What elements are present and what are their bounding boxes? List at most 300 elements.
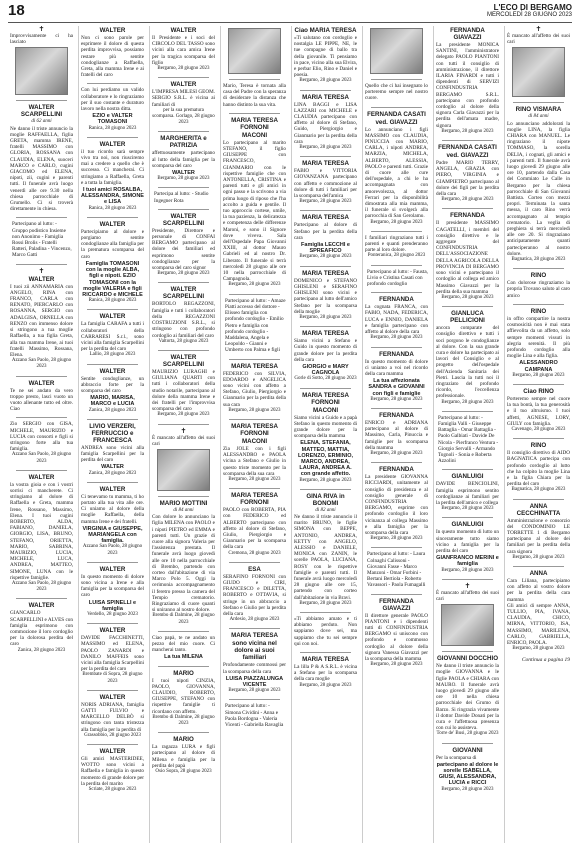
obituary-notice bbox=[507, 388, 570, 433]
notice-divider bbox=[229, 628, 280, 629]
deceased-name: MARIA TERESA FORNONI bbox=[231, 492, 278, 507]
obituary-notice bbox=[152, 135, 215, 182]
obituary-notice bbox=[10, 268, 73, 371]
deceased-name: MARIA TERESA bbox=[302, 330, 349, 338]
notice-divider bbox=[229, 488, 280, 489]
notice-intro: È mancato all'affetto dei suoi cari bbox=[436, 589, 499, 603]
notice-divider bbox=[229, 562, 280, 563]
deceased-name: WALTER SCARPELLINI bbox=[162, 353, 205, 368]
place-date: Grassobbio, 28 giugno 2023 bbox=[84, 732, 141, 738]
notice-divider bbox=[158, 496, 209, 497]
page-header bbox=[8, 2, 572, 23]
notice-text: «Ti salutano con cordoglio e nostalgia LE PIPPE, NE, le tue compagne di ballo tra della giovanile. Ti pensiamo in pace, vicino alla sua Elvira, e perbar Elio, Rino e Daniel e poesia. bbox=[294, 35, 357, 79]
obituary-notice bbox=[365, 28, 428, 74]
notice-text: SERAFINO FORNONI con GIUDO e CIRI, FRANCESCO e DILETTA, ROBERTO e OTTAVIA, si stringe in un abbraccio a Stefano e Giulio per la perdita della cara bbox=[223, 573, 286, 617]
notice-text: il tuo ricordo sarà sempre vivo tra noi, non riusciremo mai a credere a quello che è successo. Ci mancherai. Ci stringiamo a Raffaella, Greta e a tutta la famiglia. bbox=[81, 148, 144, 186]
notice-text: DAVIDE BENCIOLINI, famiglia esprimono sentito cordoglianze ai familiari per la perdita dell'amico e collega bbox=[436, 481, 499, 506]
notice-divider bbox=[300, 210, 351, 211]
name-subtitle: MACONI bbox=[312, 406, 339, 414]
notice-divider bbox=[371, 462, 422, 463]
deceased-name: RINO bbox=[530, 307, 547, 315]
obituary-column bbox=[149, 26, 217, 843]
obituary-notice bbox=[152, 213, 215, 278]
notice-divider bbox=[16, 417, 67, 418]
notice-divider bbox=[229, 359, 280, 360]
notice-text: DOMENICO e STEFANO GHISLENI e SERAFINO GHISLENI sono vicini e partecipano al lutto dell'amico Stefano per la scomparsa della moglie bbox=[294, 277, 357, 315]
signature: GIORGIO e MARY CAGNOLA bbox=[302, 363, 349, 377]
place-date: Bergamo, 28 giugno 2023 bbox=[157, 271, 210, 277]
obituary-notice bbox=[365, 551, 428, 588]
place-date: Bergamo, 28 giugno 2023 bbox=[370, 450, 423, 456]
notice-divider bbox=[371, 408, 422, 409]
signature: La tua affezionata SANDRA e GIOVANNI con figli e famiglie bbox=[368, 378, 425, 397]
notice-divider bbox=[371, 594, 422, 595]
place-date: Cavenago, 28 giugno 2023 bbox=[511, 426, 566, 432]
obituary-notice bbox=[365, 111, 428, 226]
notice-divider bbox=[442, 743, 493, 744]
notice-divider bbox=[513, 102, 564, 103]
notice-divider bbox=[513, 438, 564, 439]
place-date: Brembate di Sopra, 28 giugno 2023 bbox=[82, 672, 143, 684]
notice-divider bbox=[87, 744, 138, 745]
notice-text: DAVIDE FACCHINETTI, MASSIMO ed ELENA, PAOLO ZANARDI e DANILO MAFFEIS sono vicini alla famiglia Scarpellini per la perdita del caro bbox=[81, 635, 144, 673]
deceased-name: GINA RIVA in BONOMI bbox=[306, 492, 345, 507]
deceased-name: FERNANDA bbox=[379, 466, 414, 474]
signature: Famiglia LECCHI e SPREAFICO bbox=[301, 242, 350, 255]
obituary-column bbox=[78, 26, 146, 843]
obituary-notice bbox=[10, 221, 73, 258]
place-date: Bergamo, 28 giugno 2023 bbox=[441, 506, 494, 512]
notice-divider bbox=[229, 699, 280, 700]
place-date: Bergamo, 28 giugno 2023 bbox=[441, 786, 494, 792]
notice-divider bbox=[158, 666, 209, 667]
obituary-notice bbox=[507, 570, 570, 652]
obituary-notice bbox=[436, 144, 499, 203]
notice-text: Ci tenevamo tu mamma, ti ho portato alla tua vita alle ore. Ci uniamo al dolore della moglie Raffaella, della mamma Irene e dei fratelli. bbox=[81, 493, 144, 525]
obituary-notice bbox=[294, 616, 357, 647]
place-date: Bagnatica, 28 giugno 2023 bbox=[511, 487, 566, 493]
place-date: Verdello, 28 giugno 2023 bbox=[87, 612, 138, 618]
obituary-notice bbox=[81, 368, 144, 414]
notice-text: Ne danno il triste annuncio la moglie RAFFAELLA, figlia GRETA, mamma IRENE, fratelli MASSIMO con GLORIA, ROSSANA con CLAUDIA, ELENA, suoceri MARCO e CARLO, cugini GIACOMO ed ELENA, nipoti, zii, cugini e parenti tutti. Il funerale avrà luogo venerdì alle ore 9.30 nella chiesa parrocchiale di Grumello. Ci si troverà direttamente in chiesa. bbox=[10, 125, 73, 213]
notice-text: ANDREA sono vicini alla famiglia Scarpellini per la perdita del caro bbox=[81, 444, 144, 464]
notice-divider bbox=[513, 268, 564, 269]
obituary-notice bbox=[436, 747, 499, 793]
portrait-photo bbox=[228, 28, 280, 74]
notice-text: PAOLO con ROBERTA, PIA con FEDERICO ed ALBERTO partecipano con affetto al dolore di Stefano, Giulio, Piergiorgio e Gianmario per la scomparsa della cara bbox=[223, 507, 286, 551]
notice-text: Il consiglio direttivo di AIDO BAGNATICA partecipa con profondo cordoglio al lutto che ha colpito la moglie Lina e la figlia Chiara per la perdita del caro bbox=[507, 450, 570, 488]
obituary-notice bbox=[294, 330, 357, 382]
obituary-notice bbox=[294, 493, 357, 607]
name-subtitle: ved. GIAVAZZI bbox=[446, 152, 489, 160]
place-date: Bergamo, 28 giugno 2023 bbox=[512, 554, 565, 560]
notice-text: Profondamente commossi per la scomparsa della cara bbox=[223, 662, 286, 675]
obituary-notice bbox=[507, 308, 570, 379]
obituary-notice bbox=[223, 492, 286, 557]
signature: partecipano al dolore le sorelle ISABELLA, GIUSI, ALESSANDRA, LUCIA e RICCI bbox=[436, 761, 499, 787]
page-number: 18 bbox=[8, 2, 25, 19]
notice-divider bbox=[229, 294, 280, 295]
obituary-notice bbox=[294, 94, 357, 152]
notice-text: Con dolorose ringraziamo la propria Trovano saluto al caro amico bbox=[507, 280, 570, 299]
obituary-notice bbox=[507, 26, 570, 97]
notice-text: affettuosamente partecipano al lutto della famiglia per la scomparsa del caro bbox=[152, 150, 215, 169]
place-date: Zanica, 28 giugno 2023 bbox=[17, 647, 66, 653]
deceased-name: MARIA TERESA bbox=[302, 160, 349, 168]
place-date: Ranica, 28 giugno 2023 bbox=[88, 125, 137, 131]
signature: ALESSANDRO CAMPANA bbox=[519, 360, 558, 373]
notice-divider bbox=[442, 306, 493, 307]
deceased-name: WALTER bbox=[99, 27, 126, 34]
notice-text: La presidente GIOVANNA RICCIARDI, unitamente al consiglio di presidenza e al consiglio generale di CONFINDUSTRIA BERGAMO, esprime con profondo cordoglio il loro vicinanza al collega Massimo e alla famiglia per la scomparsa della cara bbox=[365, 474, 428, 536]
deceased-name: FERNANDA GIAVAZZI bbox=[450, 27, 485, 41]
notice-text: Il direttore generale PAOLO PIANTONI e i dipendenti tutti di CONFINDUSTRIA BERGAMO si uniscono con profondo e commosso cordoglio al dolore della signora Vanessa Giavazzi per la scomparsa della mamma bbox=[365, 612, 428, 663]
deceased-name: FERNANDA bbox=[379, 411, 414, 419]
notice-divider bbox=[158, 631, 209, 632]
signature: LUISA SPINELLI e famiglia bbox=[88, 599, 137, 612]
notice-text: In questo momento di dolore ci uniamo a voi nel ricordo della cara mamma bbox=[365, 358, 428, 377]
obituary-notice bbox=[152, 191, 215, 203]
notice-divider bbox=[300, 612, 351, 613]
notice-intro: È mancato all'affetto dei suoi cari bbox=[152, 434, 215, 447]
notice-text: Siamo vicini a Guido e a papà Stefano in questo momento di grande dolore per la scomparsa della mamma bbox=[294, 414, 357, 440]
notice-divider bbox=[16, 376, 67, 377]
place-date: Azzano San Paolo, 28 giugno 2023 bbox=[11, 358, 72, 370]
notice-text: Ne danno il triste annuncio il marito BRUNO, le figlie SIMONA con BEPPE, ANTONIO, ANDREA, KETTY con ANGELO, ALESSIO e DANIELE, MONICA con ZANIN, le sorelle PAOLA, LUCIANA, ROSY con le rispettive famiglie e parenti tutti. Il funerale avrà luogo mercoledì 28 giugno alle ore 15, partendo con corteo dall'abitazione in via Bravi. bbox=[294, 513, 357, 601]
obituary-column bbox=[433, 26, 501, 843]
place-date: Ranica, 28 giugno 2023 bbox=[88, 205, 137, 211]
notice-text: la vostra gioia e con i vostri sorrisi ci mancherete. Ci stringiamo al dolore di Raffaella e Greta, mamma Irene, Rossano, Massimo, Elena. I tuoi cugini ROBERTO, ALDA, FABIANO, DANIELA, GIORGIO, LISA, BRUNO, STEFANO, ORIETTA, MARIO, SABRINA, MAURIZIO, LUCIA, MICHELE, LUCA, ANDREA, MATTEO, SIMONE, LUNA con le rispettive famiglie. bbox=[10, 481, 73, 581]
deceased-name: WALTER SCARPELLINI bbox=[162, 212, 205, 227]
deceased-name: MARIA TERESA bbox=[231, 362, 278, 370]
obituary-column bbox=[8, 26, 75, 843]
notice-divider bbox=[158, 424, 209, 425]
deceased-name: WALTER bbox=[28, 275, 55, 283]
place-date: Bergamo, 28 giugno 2023 bbox=[299, 477, 352, 483]
notice-divider bbox=[87, 364, 138, 365]
place-date: Bergamo, 28 giugno 2023 bbox=[228, 282, 281, 288]
notice-text: ancora comparate del consiglio direttivo e tutti i soci porgono le condoglianze al dolore. Con la sua grande cura e dolore ha partecipato ai lavori del Consiglio e al progetto dell'ospedale dell'Azienda Sanitaria dei Pietri. Lascia la tutti noi il ringraziato del profondo ricordo, l'eccellenza professionale. bbox=[436, 325, 499, 400]
place-date: Brembo di Dalmine, 28 giugno 2023 bbox=[152, 714, 215, 727]
notice-text: MAURIZIO LURAGHI e GIULIANA QUARTI con tutti i collaboratori della studio notarile, partecipano al dolore della mamma Irene e dei fratelli per l'improvvisa scomparsa del caro bbox=[152, 368, 215, 413]
portrait-photo bbox=[370, 28, 422, 74]
notice-text: Partecipiamo al dolore e porgiamo sentite condoglianze alla famiglia per la prematura scomparsa del caro bbox=[81, 228, 144, 260]
portrait-photo bbox=[157, 449, 209, 491]
portrait-photo bbox=[15, 47, 67, 95]
notice-divider bbox=[300, 652, 351, 653]
notice-divider bbox=[442, 579, 493, 580]
place-date: Bergamo, 28 giugno 2023 bbox=[228, 407, 281, 413]
obituary-notice bbox=[294, 392, 357, 484]
notice-divider bbox=[371, 79, 422, 80]
signature: ELENA, STEFANIA, MATTEO, MATTIA, LORENZO, ERMINIO, MARCO, ANDREA, LAURA, ANDREA A. con grande affetto. bbox=[298, 440, 353, 478]
continue-note: Continua a pagina 19 bbox=[521, 657, 570, 664]
place-date: Bergamo, 28 giugno 2023 bbox=[370, 335, 423, 341]
notice-text: FEDERICO con SILVIA, EDOARDO e ANGELICA sono vicini con affetto a Stefano, Giulio, Piergiorgio e Gianmario per la perdita della sua cara bbox=[223, 370, 286, 408]
notice-text: Con lui perdiamo un valido collaboratore e lo ringraziamo per il suo costante e duraturo lavoro nella nostra ditta. bbox=[81, 87, 144, 113]
obituary-notice bbox=[507, 442, 570, 493]
obituary-notice bbox=[223, 28, 286, 74]
signature: La tua MILENA bbox=[164, 654, 203, 661]
obituary-notice bbox=[10, 26, 73, 95]
place-date: Bergamo, 28 giugno 2023 bbox=[299, 314, 352, 320]
notice-text: Partecipano al dolore di Stefano per la perdita della cara bbox=[294, 222, 357, 241]
publication-date: MERCOLEDÌ 28 GIUGNO 2023 bbox=[486, 12, 572, 18]
deceased-name: RINO VISMARA bbox=[515, 106, 562, 114]
deceased-name: MARIA TERESA bbox=[302, 656, 349, 664]
participants-list: Partecipano al lutto: - Gruppo podistico Insieme non Anonimo - Famiglia Rossi Brolis - Fratelli Ratteri, Paladina - Vincenzo, Marco Gatti bbox=[12, 221, 72, 259]
notice-text: L'IMPRESA MILESI GEOM. SERGIO S.R.L. è vicina ai familiari di bbox=[152, 89, 215, 108]
age-line: di 62 anni bbox=[31, 119, 52, 125]
notice-divider bbox=[442, 469, 493, 470]
obituary-notice bbox=[223, 83, 286, 108]
notice-divider bbox=[300, 90, 351, 91]
name-subtitle: sono vicina nel dolore ai suoi familiari bbox=[232, 640, 277, 662]
notice-divider bbox=[158, 732, 209, 733]
place-date: Zanica, 28 giugno 2023 bbox=[88, 470, 137, 476]
notice-divider bbox=[371, 347, 422, 348]
notice-divider bbox=[158, 131, 209, 132]
obituary-notice bbox=[365, 412, 428, 457]
notice-divider bbox=[16, 470, 67, 471]
notice-text: Ciao papà, te ne andato un pezzo del mio cuore. Ci mancherai tanto. bbox=[152, 634, 215, 654]
obituary-notice bbox=[152, 286, 215, 344]
participants-list: Partecipano al lutto: - Fausta, Livio e Cristina Casati con profondo cordoglio bbox=[367, 268, 428, 288]
signature: MARIO, MARISA, MARCO e LUCIA bbox=[90, 395, 135, 408]
deceased-name: FERNANDA bbox=[450, 212, 485, 220]
notice-text: BORTOLO REGAZZONI, famiglia e tutti i collaboratori della REGAZZONI COSTRUZIONI S.R.L., si stringono con profondo cordoglio ai familiari del caro bbox=[152, 301, 215, 339]
notice-divider bbox=[87, 137, 138, 138]
deceased-name: MARIO MOTTINI bbox=[159, 499, 208, 507]
place-date: Bergamo, 28 giugno 2023 bbox=[441, 128, 494, 134]
notice-text: La cognata FRANCA, con FABIO, NADA, FEDERICA, LUCA e ENNIO, DANIELA e famiglia partecipano con affetto al dolore della cara bbox=[365, 304, 428, 336]
notice-text: La ragazza LURA e figli partecipano al dolore di Milena e famiglia per la perdita del papà bbox=[152, 744, 215, 769]
notice-text: Lo annunciano i figli MASSIMO con CLAUDIA, PINUCCIA con MARIO, CARLA, i nipoti ANDREA, MARZIA, MICHELA, ALBERTO, ALESSIA, PAOLO e parenti tutti. Grazie di cuore alle cure dell'ospedale, a chi le ha accompagnata con amorevolezza, al dottor Ferrari per la disponibilità dimostrata alla mia mamma, il funerale si svolgerà alla parrocchia di San Gerolamo. bbox=[365, 126, 428, 220]
obituary-notice bbox=[81, 141, 144, 212]
obituary-notice bbox=[152, 428, 215, 491]
notice-intro: Improvvisamente ci ha lasciato bbox=[10, 33, 73, 46]
deceased-name: FERNANDA bbox=[379, 350, 414, 358]
notice-text: Presidente, Direttore e personale di CONFAI BERGAMO partecipano al dolore dei familiari ed esprimono sentite condoglianze per la scomparsa del caro signor bbox=[152, 227, 215, 272]
deceased-name: MARIO bbox=[173, 669, 194, 677]
obituary-notice bbox=[223, 632, 286, 694]
notice-divider bbox=[442, 411, 493, 412]
notice-text: La lilla P & A S.R.L. è vicina a Stefano per la scomparsa della cara moglie bbox=[294, 664, 357, 683]
notice-text: Te ne sei andato da vero troppo presto, lasci vuoto un vuoto allenante tutto ed oltre. Ciao bbox=[10, 387, 73, 413]
deceased-name: ANNA bbox=[529, 569, 548, 577]
notice-text: Ne danno il triste annuncio la moglie GIOVANNA e le figlie PAOLA e CHIARA con MAURO. Il funerale avrà luogo giovedì 29 giugno alle ore 10 nella chiesa parrocchiale dei Grumo di Barzo. Si ringrazia vivamente il dottor Davide Donati per la cura e l'affettuosa presenza con cui lo assisteva. bbox=[436, 663, 499, 732]
deceased-name: MARIA TERESA bbox=[231, 632, 278, 640]
place-date: per la sua prematura scomparsa. Gorlago, 28 giugno 2023 bbox=[152, 107, 215, 126]
deceased-name: WALTER bbox=[99, 627, 126, 635]
notice-divider bbox=[442, 208, 493, 209]
notice-divider bbox=[300, 489, 351, 490]
notice-divider bbox=[87, 83, 138, 84]
cross-icon: ✝ bbox=[464, 581, 471, 590]
notice-divider bbox=[158, 77, 209, 78]
place-date: Bergamo, 28 giugno 2023 bbox=[299, 78, 352, 84]
participants-list: Partecipa al lutto: - Studio Ingegner Rota bbox=[154, 191, 209, 204]
notice-divider bbox=[229, 79, 280, 80]
notice-text: Gli amici di sempre ANNA, TULLIO, PIA, IVANA, CLAUDIA, CHICO, MIRNA, VITTORIO, ISA, MASSIMO, MARILENA, CARLO, GABRIELLA, ENRICO, PAOLA. bbox=[507, 602, 570, 647]
notice-intro: È mancato all'affetto dei suoi cari bbox=[507, 33, 570, 46]
signature: WALTER bbox=[172, 170, 195, 177]
notice-divider bbox=[371, 292, 422, 293]
place-date: Valtorta, 28 giugno 2023 bbox=[158, 338, 209, 344]
notice-divider bbox=[87, 690, 138, 691]
deceased-name: WALTER bbox=[28, 473, 55, 481]
deceased-name: MARIA TERESA FORNONI bbox=[231, 116, 278, 131]
deceased-name: MARIA TERESA bbox=[302, 214, 349, 222]
place-date: Bergamo, 28 giugno 2023 bbox=[299, 145, 352, 151]
signature: GIANFRANCO MERINI e famiglia bbox=[436, 555, 499, 568]
deceased-name: FERNANDA GIAVAZZI bbox=[379, 597, 414, 612]
place-date: Ranica, 28 giugno 2023 bbox=[88, 298, 137, 304]
signature: WALTER bbox=[101, 464, 124, 471]
notice-divider bbox=[16, 100, 67, 101]
notice-text: In questo momento di lutto un sinceramente tutto siamo vicino a famiglia per la perdita del caro bbox=[436, 529, 499, 554]
deceased-name: WALTER bbox=[99, 367, 126, 375]
notice-divider bbox=[300, 266, 351, 267]
deceased-name: MARIA TERESA bbox=[302, 93, 349, 101]
obituary-column bbox=[291, 26, 359, 843]
notice-text: Padre MARIO TERRY, ANGELA, GRAZIA con PIERO, VIRGINIA e GIAMPIETRO partecipano al dolore dei figli per la perdita della cara bbox=[436, 160, 499, 198]
obituary-notice bbox=[436, 473, 499, 512]
portrait-photo bbox=[441, 604, 493, 646]
obituary-notice bbox=[223, 363, 286, 414]
place-date: Bergamo, 28 giugno 2023 bbox=[299, 254, 352, 260]
notice-divider bbox=[158, 209, 209, 210]
obituary-notice bbox=[365, 351, 428, 403]
notice-divider bbox=[442, 651, 493, 652]
obituary-notice bbox=[81, 27, 144, 78]
deceased-name: WALTER bbox=[170, 81, 197, 89]
notice-text: FABIO e VITTORIA GIOVANZANA partecipano con affetto e commozione al dolore di tutti i familiari per la scomparsa dell'amica bbox=[294, 168, 357, 200]
place-date: Zanica, 28 giugno 2023 bbox=[88, 407, 137, 413]
obituary-notice bbox=[152, 500, 215, 626]
notice-divider bbox=[371, 107, 422, 108]
notice-divider bbox=[158, 187, 209, 188]
notice-divider bbox=[371, 265, 422, 266]
notice-divider bbox=[513, 566, 564, 567]
notice-divider bbox=[300, 326, 351, 327]
notice-text: Porteremo sempre nel cuore la tua bontà, la tua generosità e il tuo altruismo. I tuoi affetti, AGNESE, LORY, GIULY con famiglia. bbox=[507, 395, 570, 427]
deceased-name: WALTER bbox=[99, 313, 126, 321]
obituary-notice bbox=[223, 423, 286, 483]
notice-text: Mario, Teresa è tornata alla casa del Padre con la speranza di desiderare la distanza che hanno distinto la sua vita. bbox=[223, 83, 286, 108]
obituary-notice bbox=[365, 83, 428, 102]
obituary-notice bbox=[365, 296, 428, 341]
obituary-notice bbox=[294, 27, 357, 85]
notice-text: Il Presidente e i soci del CIRCOLO DEL TASSO sono vicini alla cara amica Irene per la tragica scomparsa del figlio bbox=[152, 35, 215, 66]
notice-text: Sentite condoglianze, un abbraccio forte per la scomparsa del caro bbox=[81, 375, 144, 394]
notice-text: «Ti abbiamo amato e ti abbiamo perduto. Non sappiamo dove sei, ma sappiamo che tu sei sempre qui con noi. bbox=[294, 616, 357, 647]
notice-divider bbox=[229, 113, 280, 114]
notice-text: Lo annunciano addolorati la moglie LINA, la figlia CHIARA con MANUEL. Le ringraziano il nipote TOMMASO, la sorella DELIA, i cognati, gli amici e i parenti tutti. Il funerale avrà luogo giovedì 29 giugno alle ore 10, partendo dalla Casa del Commiato Le Calle in Bergamo per la chiesa parrocchiale di San Giovanni Battista. Corteo con mezzi propri. Terminata la santa messa, il caro Rino verrà accompagnato al tempio crematorio. La veglia di preghiera si terrà mercoledì alle ore 20. Si ringraziano anticipatamente quanti parteciperanno al nostro dolore. bbox=[507, 120, 570, 257]
notice-text: in offro compartire la nostra cosmosicità non è mai stata affievolita da un affetto, solo sempre momenti vissuti in alegria serenità. Il più profondo cordoglio alla moglie Lina e alla figlia. bbox=[507, 315, 570, 360]
obituary-notice bbox=[436, 521, 499, 573]
notice-divider bbox=[87, 482, 138, 483]
place-date: Bergamo, 28 giugno 2023 bbox=[370, 536, 423, 542]
notice-divider bbox=[300, 388, 351, 389]
obituary-notice bbox=[294, 270, 357, 321]
obituary-notice bbox=[81, 566, 144, 618]
obituary-notice bbox=[223, 703, 286, 728]
cross-icon: ✝ bbox=[38, 26, 45, 33]
deceased-name: MARIA TERESA FORNONI bbox=[302, 391, 349, 406]
place-date: Ardesio, 28 giugno 2023 bbox=[229, 617, 280, 623]
notice-divider bbox=[87, 562, 138, 563]
obituary-notice bbox=[294, 656, 357, 689]
place-date: Bergamo, 28 giugno 2023 bbox=[228, 476, 281, 482]
place-date: Bergamo, 28 giugno 2023 bbox=[441, 567, 494, 573]
notice-text: Zia JOLE con i figli ALESSANDRO e PAOLA vicina a Stefano e Giulio in questo triste momento per la scomparsa della sua cara bbox=[223, 445, 286, 477]
obituary-notice bbox=[436, 583, 499, 646]
deceased-name: RINO bbox=[530, 442, 547, 450]
deceased-name: MARIO bbox=[173, 736, 194, 744]
notice-text: ENRICO e ADRIANA partecipano al dolore di Massimo, Carla, Pinuccia e famiglie per la scomparsa della mamma bbox=[365, 419, 428, 451]
portrait-photo bbox=[512, 47, 564, 97]
notice-divider bbox=[16, 598, 67, 599]
notice-divider bbox=[513, 499, 564, 500]
notice-divider bbox=[300, 156, 351, 157]
obituary-notice bbox=[10, 104, 73, 212]
deceased-name: WALTER bbox=[170, 27, 197, 34]
obituary-column bbox=[220, 26, 288, 843]
place-date: Bagnatica, 28 giugno 2023 bbox=[511, 257, 566, 263]
obituary-notice bbox=[10, 421, 73, 464]
obituary-notice bbox=[81, 221, 144, 304]
notice-text: Gli amici MASTERIDEE, WOTTO sono vicini a Raffaella e famiglia in questo momento di grande dolore per la perdita del marito bbox=[81, 756, 144, 787]
place-date: Torre de' Busi, 28 giugno 2023 bbox=[436, 731, 499, 737]
deceased-name: WALTER bbox=[99, 220, 126, 228]
place-date: Bergamo, 28 giugno 2023 bbox=[441, 197, 494, 203]
deceased-name: WALTER bbox=[99, 565, 126, 573]
name-subtitle: MACONI bbox=[241, 437, 268, 445]
place-date: Bergamo, 28 giugno 2023 bbox=[512, 646, 565, 652]
deceased-name: GIANLUCA PELLICIONI bbox=[450, 310, 485, 325]
obituary-notice bbox=[436, 310, 499, 406]
notice-divider bbox=[16, 217, 67, 218]
obituary-notice bbox=[10, 474, 73, 594]
obituary-notice bbox=[152, 354, 215, 419]
place-date: Cremona, 28 giugno 2023 bbox=[228, 550, 281, 556]
deceased-name: GIANLUIGI bbox=[451, 521, 484, 529]
notice-divider bbox=[87, 623, 138, 624]
notice-divider bbox=[442, 140, 493, 141]
obituary-notice bbox=[365, 598, 428, 669]
deceased-name: MARGHERITA e PATRIZIA bbox=[160, 135, 207, 150]
notice-text: Per la scomparsa di bbox=[436, 754, 477, 761]
deceased-name: WALTER bbox=[99, 693, 126, 701]
obituary-notice bbox=[223, 117, 286, 289]
cross-icon: ✝ bbox=[535, 26, 542, 33]
obituary-notice bbox=[81, 87, 144, 131]
obituary-notice bbox=[223, 566, 286, 624]
deceased-name: GIANLUIGI bbox=[451, 473, 484, 481]
participants-list: Partecipano al lutto: - Simona Cividini - Anna e Paola Bordogna - Valeria Vicenti - Gabriella Ravaglia bbox=[225, 703, 284, 729]
deceased-name: MARIA TERESA bbox=[302, 269, 349, 277]
notice-divider bbox=[513, 384, 564, 385]
obituary-notice bbox=[223, 298, 286, 354]
obituary-notice bbox=[152, 670, 215, 728]
notice-text: LINA BAGGI e LISA LAZZARI con MICHELE e CLAUDIA partecipano con affetto al dolore di Stefano, Guido, Piergiorgio e Gianmario per la perdita della cara bbox=[294, 101, 357, 145]
deceased-name: WALTER bbox=[28, 379, 55, 387]
deceased-name: WALTER SCARPELLINI bbox=[162, 286, 205, 301]
age-line: di 84 anni bbox=[528, 114, 549, 120]
place-date: Bergamo, 28 giugno 2023 bbox=[370, 396, 423, 402]
notice-text: In questo momento di dolore sono vicina a Irene e alla famiglia per la scomparsa del caro bbox=[81, 573, 144, 599]
